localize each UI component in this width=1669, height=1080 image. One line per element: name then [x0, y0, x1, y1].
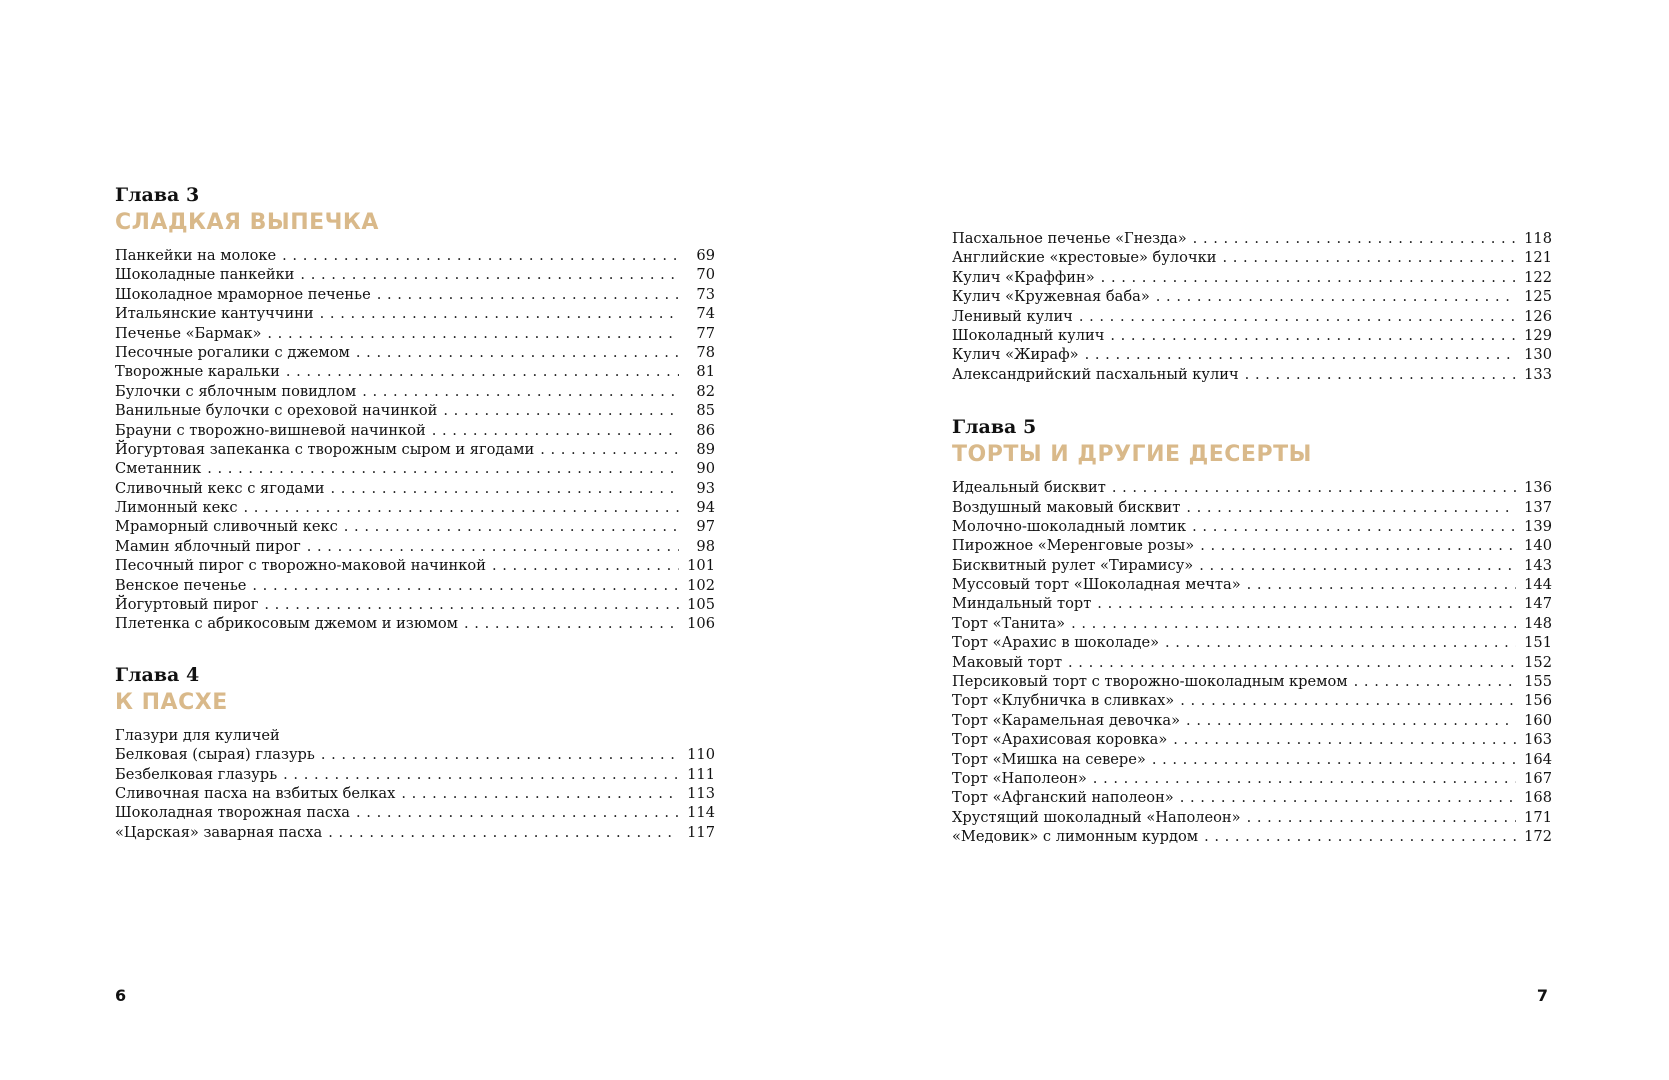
toc-entry-title: Молочно-шоколадный ломтик	[952, 517, 1187, 535]
toc-entry-page: 86	[696, 421, 715, 439]
toc-entry-page: 111	[687, 765, 715, 783]
dot-leader	[1101, 268, 1516, 287]
chapter-title: ТОРТЫ И ДРУГИЕ ДЕСЕРТЫ	[952, 442, 1312, 468]
toc-entry-title: Сметанник	[115, 460, 202, 478]
toc-entry	[952, 711, 1552, 730]
dot-leader	[1156, 287, 1516, 306]
toc-entry-title: «Медовик» с лимонным курдом	[952, 828, 1199, 846]
dot-leader	[464, 614, 679, 633]
toc-entry-page: 85	[696, 402, 715, 420]
toc-entry	[115, 556, 715, 575]
toc-entry-page: 94	[696, 499, 715, 517]
toc-entry-title: Торт «Клубничка в сливках»	[952, 692, 1175, 710]
toc-entry-title: Персиковый торт с творожно-шоколадным кремом	[952, 673, 1348, 691]
toc-entry-page: 121	[1524, 249, 1552, 267]
toc-entry	[115, 343, 715, 362]
toc-entry-page: 160	[1524, 711, 1552, 729]
toc-entry	[952, 365, 1552, 384]
toc-entry-title: Ванильные булочки с ореховой начинкой	[115, 402, 438, 420]
dot-leader	[1079, 307, 1516, 326]
toc-entry-page: 118	[1524, 230, 1552, 247]
dot-leader	[492, 556, 679, 575]
toc-entry-title: Шоколадное мраморное печенье	[115, 285, 371, 303]
dot-leader	[1173, 730, 1516, 749]
toc-entry-page: 144	[1524, 576, 1552, 594]
toc-entry	[952, 653, 1552, 672]
toc-entry	[115, 421, 715, 440]
toc-entry-page: 78	[696, 343, 715, 361]
toc-entry	[115, 614, 715, 633]
toc-entry-title: Торт «Арахисовая коровка»	[952, 731, 1168, 749]
dot-leader	[1186, 711, 1516, 730]
toc-entry-page: 133	[1524, 365, 1552, 383]
toc-entry-page: 90	[696, 460, 715, 478]
toc-entry-title: Мамин яблочный пирог	[115, 537, 301, 555]
toc-entry	[952, 788, 1552, 807]
toc-entry-page: 168	[1524, 789, 1552, 807]
chapter-title: К ПАСХЕ	[115, 689, 228, 715]
dot-leader	[1112, 478, 1516, 497]
toc-entry-page: 105	[687, 596, 715, 614]
toc-entry-title: Печенье «Бармак»	[115, 324, 262, 342]
toc-entry	[952, 750, 1552, 769]
toc-entry	[952, 248, 1552, 267]
toc-entry	[115, 745, 715, 764]
dot-leader	[300, 265, 679, 284]
toc-entry	[952, 498, 1552, 517]
toc-entry-page: 89	[696, 440, 715, 458]
toc-entry-page: 122	[1524, 268, 1552, 286]
dot-leader	[267, 324, 679, 343]
toc-entry-title: Шоколадный кулич	[952, 326, 1105, 344]
toc-entry-title: Торт «Афганский наполеон»	[952, 789, 1174, 807]
toc-entry-page: 70	[696, 266, 715, 284]
toc-entry-title: Маковый торт	[952, 653, 1063, 671]
toc-entry-title: Кулич «Кружевная баба»	[952, 288, 1150, 306]
toc-entry-title: Торт «Карамельная девочка»	[952, 711, 1181, 729]
toc-entry	[952, 594, 1552, 613]
toc-entry	[952, 517, 1552, 536]
dot-leader	[1093, 769, 1516, 788]
toc-entry	[952, 633, 1552, 652]
toc-entry-title: Кулич «Жираф»	[952, 346, 1079, 364]
toc-entry-title: Пасхальное печенье «Гнезда»	[952, 230, 1187, 247]
toc-entry-title: Торт «Арахис в шоколаде»	[952, 634, 1160, 652]
dot-leader	[264, 595, 679, 614]
toc-entry-title: Безбелковая глазурь	[115, 765, 278, 783]
toc-entry-title: Итальянские кантуччини	[115, 305, 314, 323]
dot-leader	[1247, 808, 1516, 827]
left-toc-column	[115, 182, 715, 842]
dot-leader	[1068, 653, 1516, 672]
toc-entry	[952, 345, 1552, 364]
toc-entry-page: 114	[687, 804, 715, 822]
dot-leader	[1180, 691, 1516, 710]
dot-leader	[244, 498, 679, 517]
toc-entry-title: Песочные рогалики с джемом	[115, 343, 350, 361]
right-toc-column	[952, 229, 1552, 847]
dot-leader	[1354, 672, 1516, 691]
dot-leader	[307, 537, 679, 556]
dot-leader	[328, 823, 679, 842]
toc-entry	[952, 478, 1552, 497]
toc-entry-title: Миндальный торт	[952, 595, 1092, 613]
chapter-number: Глава 3	[115, 184, 200, 206]
toc-entry-page: 117	[687, 823, 715, 841]
toc-entry-title: «Царская» заварная пасха	[115, 823, 323, 841]
dot-leader	[286, 362, 679, 381]
toc-list	[115, 745, 715, 842]
dot-leader	[1192, 517, 1516, 536]
dot-leader	[1204, 827, 1516, 846]
toc-entry-title: Кулич «Краффин»	[952, 268, 1095, 286]
toc-entry	[952, 229, 1552, 248]
toc-entry-page: 171	[1524, 808, 1552, 826]
dot-leader	[1180, 788, 1516, 807]
toc-entry-page: 126	[1524, 307, 1552, 325]
dot-leader	[1222, 248, 1516, 267]
toc-entry	[115, 265, 715, 284]
toc-entry	[952, 556, 1552, 575]
chapter-5	[952, 414, 1552, 846]
toc-entry-title: Идеальный бисквит	[952, 479, 1106, 497]
toc-entry-page: 97	[696, 518, 715, 536]
dot-leader	[401, 784, 679, 803]
toc-entry	[952, 808, 1552, 827]
toc-entry	[115, 459, 715, 478]
toc-entry-page: 156	[1524, 692, 1552, 710]
dot-leader	[252, 576, 679, 595]
toc-entry-page: 137	[1524, 498, 1552, 516]
dot-leader	[540, 440, 679, 459]
toc-entry-title: Александрийский пасхальный кулич	[952, 365, 1239, 383]
toc-entry-page: 148	[1524, 614, 1552, 632]
toc-entry	[115, 576, 715, 595]
dot-leader	[432, 421, 679, 440]
toc-entry-page: 172	[1524, 828, 1552, 846]
toc-entry-page: 130	[1524, 346, 1552, 364]
toc-entry-title: Английские «крестовые» булочки	[952, 249, 1217, 267]
toc-entry-page: 77	[696, 324, 715, 342]
toc-entry-page: 152	[1524, 653, 1552, 671]
toc-entry-page: 81	[696, 363, 715, 381]
toc-entry	[952, 287, 1552, 306]
toc-entry-title: Брауни с творожно-вишневой начинкой	[115, 421, 426, 439]
toc-entry-page: 93	[696, 479, 715, 497]
dot-leader	[1199, 556, 1516, 575]
toc-entry-title: Хрустящий шоколадный «Наполеон»	[952, 808, 1241, 826]
toc-entry-title: Пирожное «Меренговые розы»	[952, 537, 1195, 555]
toc-entry-title: Муссовый торт «Шоколадная мечта»	[952, 576, 1241, 594]
toc-entry-page: 147	[1524, 595, 1552, 613]
chapter-number: Глава 5	[952, 416, 1037, 439]
toc-entry-title: Песочный пирог с творожно-маковой начинкой	[115, 557, 486, 575]
toc-entry	[952, 730, 1552, 749]
toc-entry-title: Торт «Танита»	[952, 614, 1066, 632]
toc-entry-title: Плетенка с абрикосовым джемом и изюмом	[115, 615, 459, 633]
toc-entry-page: 110	[687, 746, 715, 764]
dot-leader	[320, 304, 679, 323]
toc-entry	[952, 769, 1552, 788]
dot-leader	[282, 246, 679, 265]
toc-entry	[115, 362, 715, 381]
toc-entry	[115, 765, 715, 784]
toc-entry-title: Торт «Наполеон»	[952, 769, 1087, 787]
toc-entry-page: 101	[687, 557, 715, 575]
toc-list-continued	[952, 229, 1552, 384]
dot-leader	[1186, 498, 1516, 517]
page-number: 7	[1536, 986, 1548, 1005]
toc-entry-title: Бисквитный рулет «Тирамису»	[952, 556, 1194, 574]
toc-entry-page: 143	[1524, 556, 1552, 574]
toc-entry-page: 163	[1524, 731, 1552, 749]
toc-entry	[115, 823, 715, 842]
toc-entry	[952, 307, 1552, 326]
dot-leader	[1193, 229, 1516, 248]
page-number: 6	[115, 986, 127, 1005]
toc-entry-title: Лимонный кекс	[115, 499, 238, 517]
dot-leader	[1097, 594, 1516, 613]
toc-entry-title: Белковая (сырая) глазурь	[115, 746, 315, 764]
toc-entry-title: Творожные каральки	[115, 363, 280, 381]
toc-entry	[952, 575, 1552, 594]
toc-entry-page: 74	[696, 305, 715, 323]
toc-entry-title: Венское печенье	[115, 576, 247, 594]
dot-leader	[377, 285, 679, 304]
toc-entry	[115, 304, 715, 323]
toc-entry	[115, 784, 715, 803]
toc-entry-page: 82	[696, 382, 715, 400]
toc-entry	[115, 595, 715, 614]
dot-leader	[207, 459, 679, 478]
toc-entry-page: 73	[696, 285, 715, 303]
toc-entry	[115, 285, 715, 304]
dot-leader	[1245, 365, 1516, 384]
toc-entry	[115, 246, 715, 265]
dot-leader	[1085, 345, 1516, 364]
toc-entry	[115, 803, 715, 822]
toc-entry	[115, 479, 715, 498]
toc-entry-page: 129	[1524, 326, 1552, 344]
toc-entry-page: 136	[1524, 479, 1552, 497]
toc-entry-page: 155	[1524, 673, 1552, 691]
toc-entry	[115, 382, 715, 401]
toc-entry-page: 69	[696, 247, 715, 264]
chapter-3	[115, 182, 715, 634]
toc-entry	[952, 536, 1552, 555]
toc-entry	[952, 691, 1552, 710]
dot-leader	[1152, 750, 1516, 769]
dot-leader	[1165, 633, 1516, 652]
toc-subheading: Глазури для куличей	[115, 726, 280, 744]
toc-entry	[115, 498, 715, 517]
dot-leader	[283, 765, 679, 784]
dot-leader	[1110, 326, 1516, 345]
toc-entry-page: 125	[1524, 288, 1552, 306]
toc-entry-title: Воздушный маковый бисквит	[952, 498, 1181, 516]
dot-leader	[1200, 536, 1516, 555]
dot-leader	[356, 803, 679, 822]
chapter-4	[115, 662, 715, 842]
chapter-title: СЛАДКАЯ ВЫПЕЧКА	[115, 210, 379, 235]
toc-entry-page: 113	[687, 784, 715, 802]
toc-entry-title: Шоколадная творожная пасха	[115, 804, 351, 822]
right-page	[834, 0, 1669, 1080]
toc-entry-title: Йогуртовый пирог	[115, 596, 259, 614]
toc-entry-page: 164	[1524, 750, 1552, 768]
toc-entry-page: 98	[696, 537, 715, 555]
toc-entry-page: 140	[1524, 537, 1552, 555]
toc-entry-title: Булочки с яблочным повидлом	[115, 382, 357, 400]
toc-entry	[115, 401, 715, 420]
toc-entry-page: 139	[1524, 517, 1552, 535]
toc-entry	[952, 672, 1552, 691]
toc-entry	[952, 326, 1552, 345]
toc-entry-title: Сливочный кекс с ягодами	[115, 479, 325, 497]
chapter-number: Глава 4	[115, 663, 200, 686]
toc-entry-title: Йогуртовая запеканка с творожным сыром и ягодами	[115, 440, 535, 458]
toc-entry	[952, 268, 1552, 287]
toc-entry-page: 167	[1524, 769, 1552, 787]
dot-leader	[443, 401, 679, 420]
left-page	[0, 0, 834, 1080]
toc-entry	[952, 614, 1552, 633]
toc-entry-title: Шоколадные панкейки	[115, 266, 295, 284]
toc-entry	[952, 827, 1552, 846]
dot-leader	[330, 479, 679, 498]
dot-leader	[321, 745, 679, 764]
dot-leader	[1247, 575, 1516, 594]
toc-entry-title: Мраморный сливочный кекс	[115, 518, 338, 536]
toc-entry	[115, 324, 715, 343]
toc-entry-title: Торт «Мишка на севере»	[952, 750, 1146, 768]
toc-list	[115, 246, 715, 634]
toc-entry-title: Ленивый кулич	[952, 307, 1073, 325]
toc-entry-page: 102	[687, 576, 715, 594]
toc-entry	[115, 537, 715, 556]
dot-leader	[344, 517, 679, 536]
toc-entry-page: 106	[687, 615, 715, 633]
toc-entry	[115, 517, 715, 536]
toc-entry-title: Сливочная пасха на взбитых белках	[115, 784, 396, 802]
dot-leader	[362, 382, 679, 401]
dot-leader	[356, 343, 679, 362]
toc-entry-page: 151	[1524, 634, 1552, 652]
dot-leader	[1071, 614, 1516, 633]
toc-entry-title: Панкейки на молоке	[115, 247, 277, 264]
toc-entry	[115, 440, 715, 459]
toc-list	[952, 478, 1552, 846]
